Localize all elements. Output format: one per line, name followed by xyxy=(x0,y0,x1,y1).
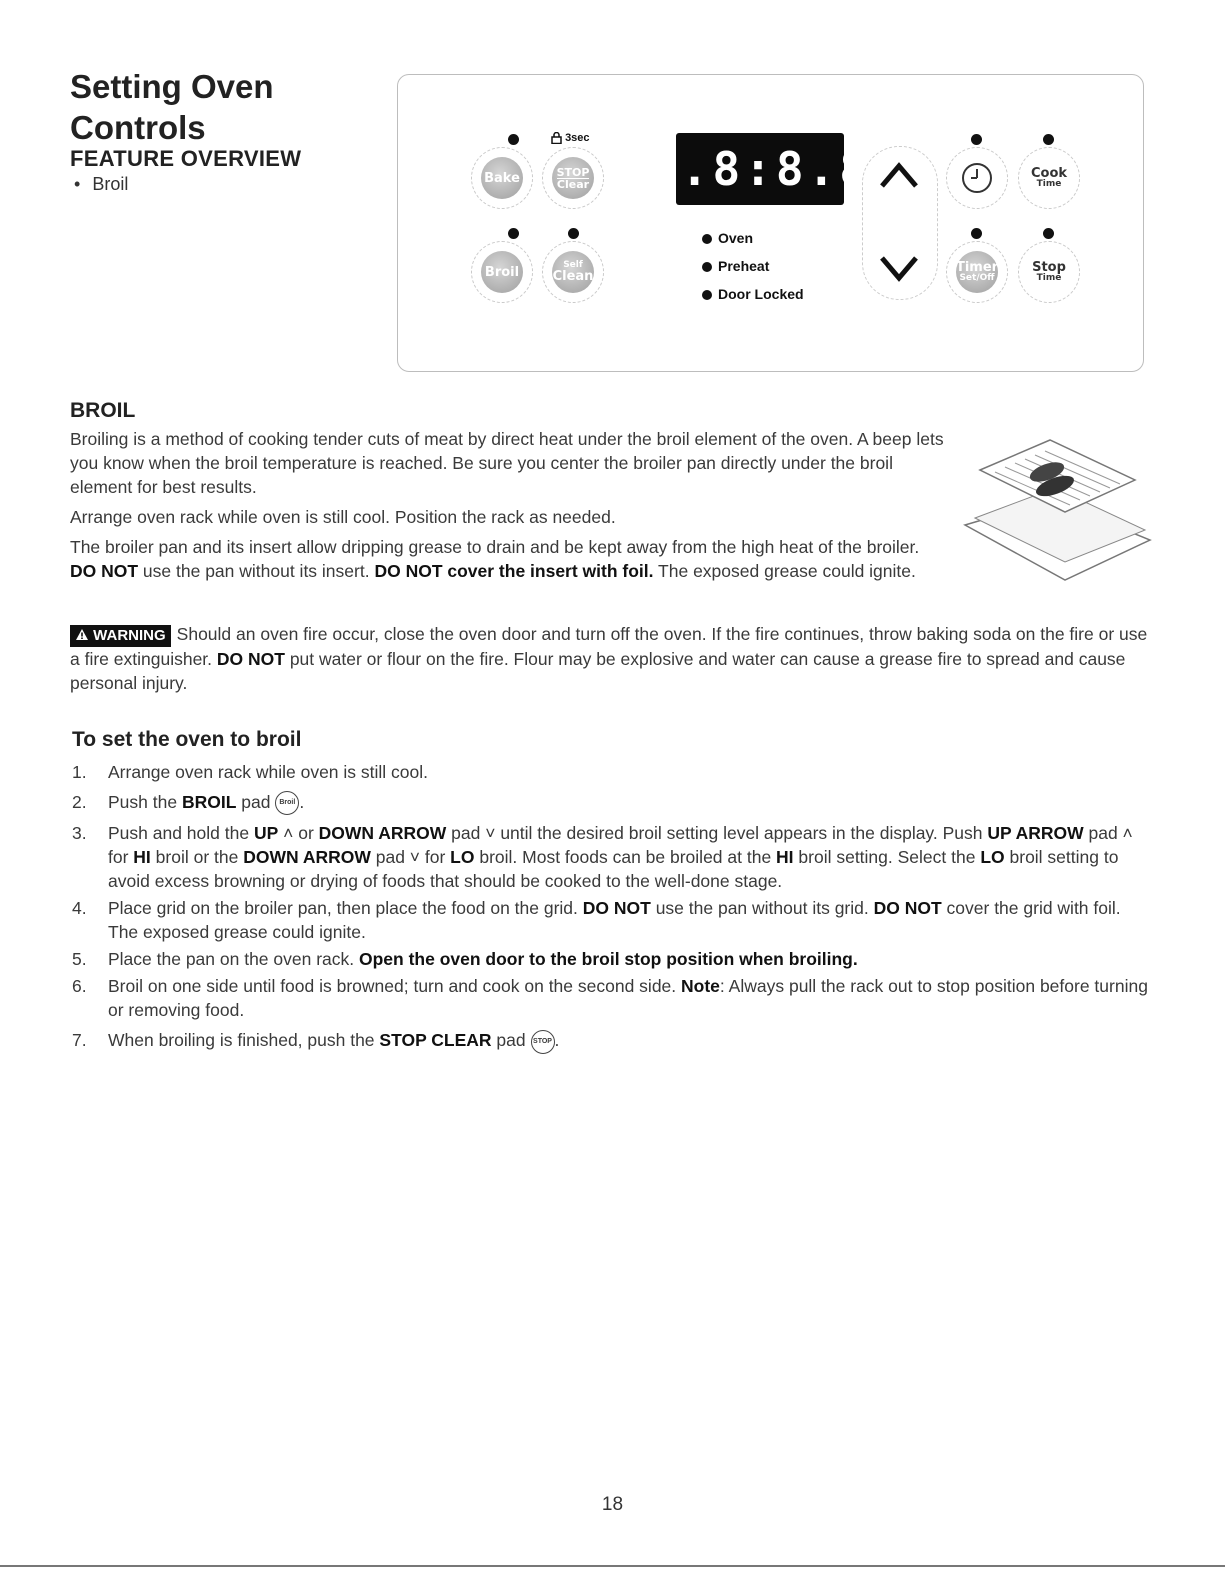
warning-badge: WARNING xyxy=(70,625,171,647)
indicator-dot xyxy=(971,134,982,145)
digital-display: 8.8:8.8 xyxy=(676,133,844,205)
lock-label: 3sec xyxy=(565,132,590,144)
procedure-steps xyxy=(72,760,1152,1057)
broil-paragraph-3: The broiler pan and its insert allow dripping grease to drain and be kept away from the high heat of the broiler. DO NOT use the pan without its insert. DO NOT cover the insert with foil. The exposed grease could ignite. xyxy=(70,537,920,581)
broil-pad[interactable] xyxy=(471,241,533,303)
broil-heading: BROIL xyxy=(70,399,136,422)
indicator-dot xyxy=(508,228,519,239)
step-4: 4. Place grid on the broiler pan, then place the food on the grid. DO NOT use the pan without its grid. DO NOT cover the grid with foil. The exposed grease could ignite. xyxy=(72,898,1121,943)
warning-icon xyxy=(75,628,89,641)
up-arrow-icon[interactable] xyxy=(878,160,920,190)
cook-time-pad[interactable] xyxy=(1018,147,1080,209)
stop-clear-pad-icon: STOP xyxy=(531,1030,555,1054)
broil-paragraph-1: Broiling is a method of cooking tender cuts of meat by direct heat under the broil element of the oven. A beep lets you know when the broil temperature is reached. Be sure you center the broiler pan directly under the broil element for best results. xyxy=(70,429,944,497)
warning-paragraph: WARNING Should an oven fire occur, close the oven door and turn off the oven. If the fire continues, throw baking soda on the fire or use a fire extinguisher. DO NOT put water or flour on the fire. Flour may be explosive and water can cause a grease fire to spread and cause personal injury. xyxy=(70,624,1148,693)
feature-overview-heading: FEATURE OVERVIEW xyxy=(70,146,302,171)
indicator-dot xyxy=(1043,134,1054,145)
lock-indicator xyxy=(551,132,590,144)
down-arrow-icon[interactable] xyxy=(878,254,920,284)
step-1: 1. Arrange oven rack while oven is still cool. xyxy=(72,762,429,782)
timer-pad-label-top: Timer xyxy=(955,260,999,275)
self-pad-label-top: Self xyxy=(563,260,583,270)
stop-time-pad[interactable] xyxy=(1018,241,1080,303)
control-panel xyxy=(397,74,1144,372)
self-clean-pad[interactable] xyxy=(542,241,604,303)
self-pad-label-bottom: Clean xyxy=(552,269,594,284)
indicator-dot xyxy=(508,134,519,145)
indicator-preheat: Preheat xyxy=(702,252,804,280)
stop-pad-label-bottom: Clear xyxy=(556,177,590,191)
cook-pad-label-bottom: Time xyxy=(1036,179,1062,189)
status-indicators xyxy=(702,224,804,308)
indicator-door-locked: Door Locked xyxy=(702,280,804,308)
bake-pad[interactable] xyxy=(471,147,533,209)
broil-pad-label: Broil xyxy=(484,264,520,280)
page-number: 18 xyxy=(601,1494,624,1515)
bottom-rule xyxy=(0,1565,1225,1567)
title-line-2: Controls xyxy=(70,109,206,146)
step-5: 5. Place the pan on the oven rack. Open the oven door to the broil stop position when broiling. xyxy=(72,949,858,970)
broil-pad-icon: Broil xyxy=(275,791,299,815)
step-2: 2. Push the BROIL pad Broil . xyxy=(72,790,1152,815)
cook-pad-label-top: Cook xyxy=(1030,166,1068,181)
procedure-heading: To set the oven to broil xyxy=(72,728,302,751)
title-line-1: Setting Oven xyxy=(70,68,274,105)
step-6: 6. Broil on one side until food is browned; turn and cook on the second side. Note: Always pull the rack out to stop position before turning or removing food. xyxy=(72,976,1148,1021)
stop-clear-pad[interactable] xyxy=(542,147,604,209)
feature-item-label: Broil xyxy=(92,174,129,194)
stop-pad-label-top: STOP xyxy=(556,165,590,179)
indicator-dot xyxy=(1043,228,1054,239)
indicator-oven: Oven xyxy=(702,224,804,252)
clock-icon xyxy=(960,161,994,195)
step-3: 3. Push and hold the UP ˄ or DOWN ARROW pad ˅ until the desired broil setting level appears in the display. Push UP ARROW pad ˄ for HI broil or the DOWN ARROW pad ˅ for LO broil. Most foods can be broiled at the HI broil setting. Select the LO broil setting to avoid excess browning or drying of foods that should be cooked to the well-done stage. xyxy=(72,823,1133,892)
timer-pad[interactable] xyxy=(946,241,1008,303)
clock-pad[interactable] xyxy=(946,147,1008,209)
lock-icon xyxy=(551,132,562,144)
broiler-pan-illustration xyxy=(955,430,1155,600)
indicator-dot xyxy=(971,228,982,239)
broil-paragraph-2: Arrange oven rack while oven is still cool. Position the rack as needed. xyxy=(70,507,616,527)
indicator-dot xyxy=(568,228,579,239)
stoptime-pad-label-bottom: Time xyxy=(1036,273,1062,283)
page-title xyxy=(70,66,274,148)
bake-pad-label: Bake xyxy=(484,170,520,186)
bullet: • xyxy=(74,174,81,194)
stoptime-pad-label-top: Stop xyxy=(1032,260,1066,275)
timer-pad-label-bottom: Set/Off xyxy=(959,273,995,283)
step-7: 7. When broiling is finished, push the STOP CLEAR pad STOP . xyxy=(72,1028,1152,1053)
feature-overview-item xyxy=(74,174,128,195)
